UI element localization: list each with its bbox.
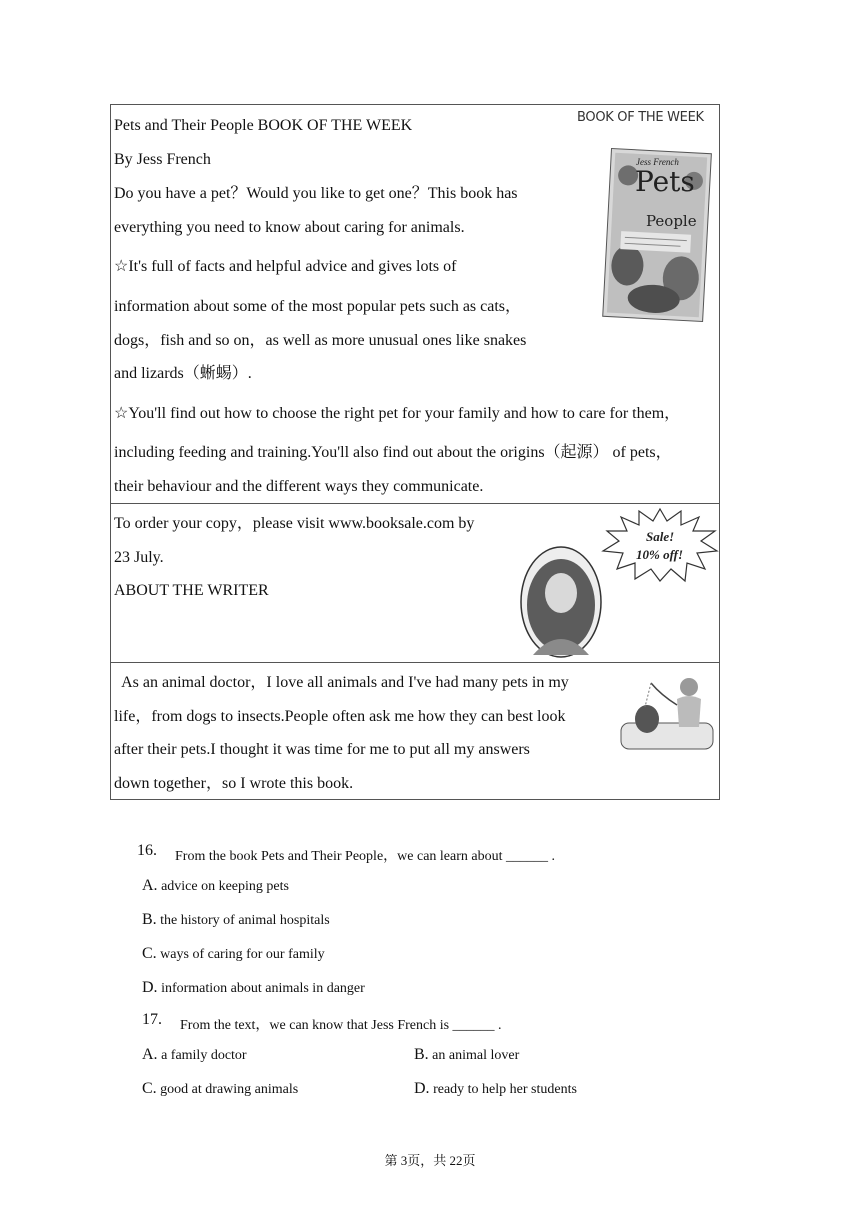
option-letter: D. <box>414 1080 430 1097</box>
option-text: the history of animal hospitals <box>160 913 330 928</box>
option-letter: A. <box>142 877 158 894</box>
bathing-dog-image <box>617 667 719 757</box>
text-line: Do you have a pet？Would you like to get one？This book has <box>114 185 518 202</box>
sale-starburst-image <box>601 507 719 583</box>
question-stem: From the text，we can know that Jess French is ______ . <box>180 1018 502 1033</box>
order-date-line: 23 July. <box>114 549 164 566</box>
option-text: good at drawing animals <box>160 1082 299 1097</box>
cover-subtitle-text: People <box>646 212 697 230</box>
option-c[interactable] <box>142 945 325 963</box>
discount-text: 10% off! <box>636 547 684 562</box>
option-a[interactable] <box>142 877 289 895</box>
option-text: an animal lover <box>432 1048 520 1063</box>
text-line: and lizards（蜥蜴）. <box>114 365 252 382</box>
divider <box>111 503 719 504</box>
text-line: their behaviour and the different ways they communicate. <box>114 478 484 495</box>
text-line: ☆It's full of facts and helpful advice and gives lots of <box>114 258 457 275</box>
option-b[interactable] <box>414 1046 519 1064</box>
question-number: 16. <box>137 842 157 859</box>
option-d[interactable] <box>142 979 365 997</box>
text-line: after their pets.I thought it was time for me to put all my answers <box>114 741 530 758</box>
writer-portrait-image <box>519 545 603 659</box>
about-writer-heading: ABOUT THE WRITER <box>114 582 269 599</box>
option-text: advice on keeping pets <box>161 879 289 894</box>
option-letter: C. <box>142 1080 157 1097</box>
text-line: ☆You'll find out how to choose the right pet for your family and how to care for them， <box>114 405 681 422</box>
option-d[interactable] <box>414 1080 577 1098</box>
option-b[interactable] <box>142 911 330 929</box>
text-line: life，from dogs to insects.People often ask me how they can best look <box>114 708 566 725</box>
sale-text: Sale! <box>646 529 675 544</box>
book-of-the-week-banner: BOOK OF THE WEEK <box>577 110 704 125</box>
divider <box>111 662 719 663</box>
text-line: everything you need to know about caring for animals. <box>114 219 465 236</box>
article-frame <box>110 104 720 800</box>
option-letter: A. <box>142 1046 158 1063</box>
text-line: down together，so I wrote this book. <box>114 775 354 792</box>
cover-title-text: Pets <box>635 165 695 198</box>
question-number: 17. <box>142 1011 162 1028</box>
option-a[interactable] <box>142 1046 247 1064</box>
text-line: As an animal doctor，I love all animals and I've had many pets in my <box>114 674 569 691</box>
option-c[interactable] <box>142 1080 298 1098</box>
text-line: dogs，fish and so on，as well as more unusual ones like snakes <box>114 332 527 349</box>
option-text: ready to help her students <box>433 1082 577 1097</box>
page-footer: 第 3页，共 22页 <box>384 1153 476 1168</box>
option-text: ways of caring for our family <box>160 947 325 962</box>
order-line: To order your copy，please visit www.booksale.com by <box>114 515 475 532</box>
option-text: a family doctor <box>161 1048 247 1063</box>
author-line: By Jess French <box>114 151 211 168</box>
option-letter: C. <box>142 945 157 962</box>
text-line: including feeding and training.You'll also find out about the origins（起源） of pets， <box>114 444 672 461</box>
option-letter: B. <box>142 911 157 928</box>
option-letter: D. <box>142 979 158 996</box>
option-text: information about animals in danger <box>161 981 365 996</box>
cover-author-text: Jess French <box>636 157 679 167</box>
option-letter: B. <box>414 1046 429 1063</box>
question-stem: From the book Pets and Their People，we can learn about ______ . <box>175 849 555 864</box>
book-title-line: Pets and Their People BOOK OF THE WEEK <box>114 117 413 134</box>
text-line: information about some of the most popular pets such as cats， <box>114 298 522 315</box>
